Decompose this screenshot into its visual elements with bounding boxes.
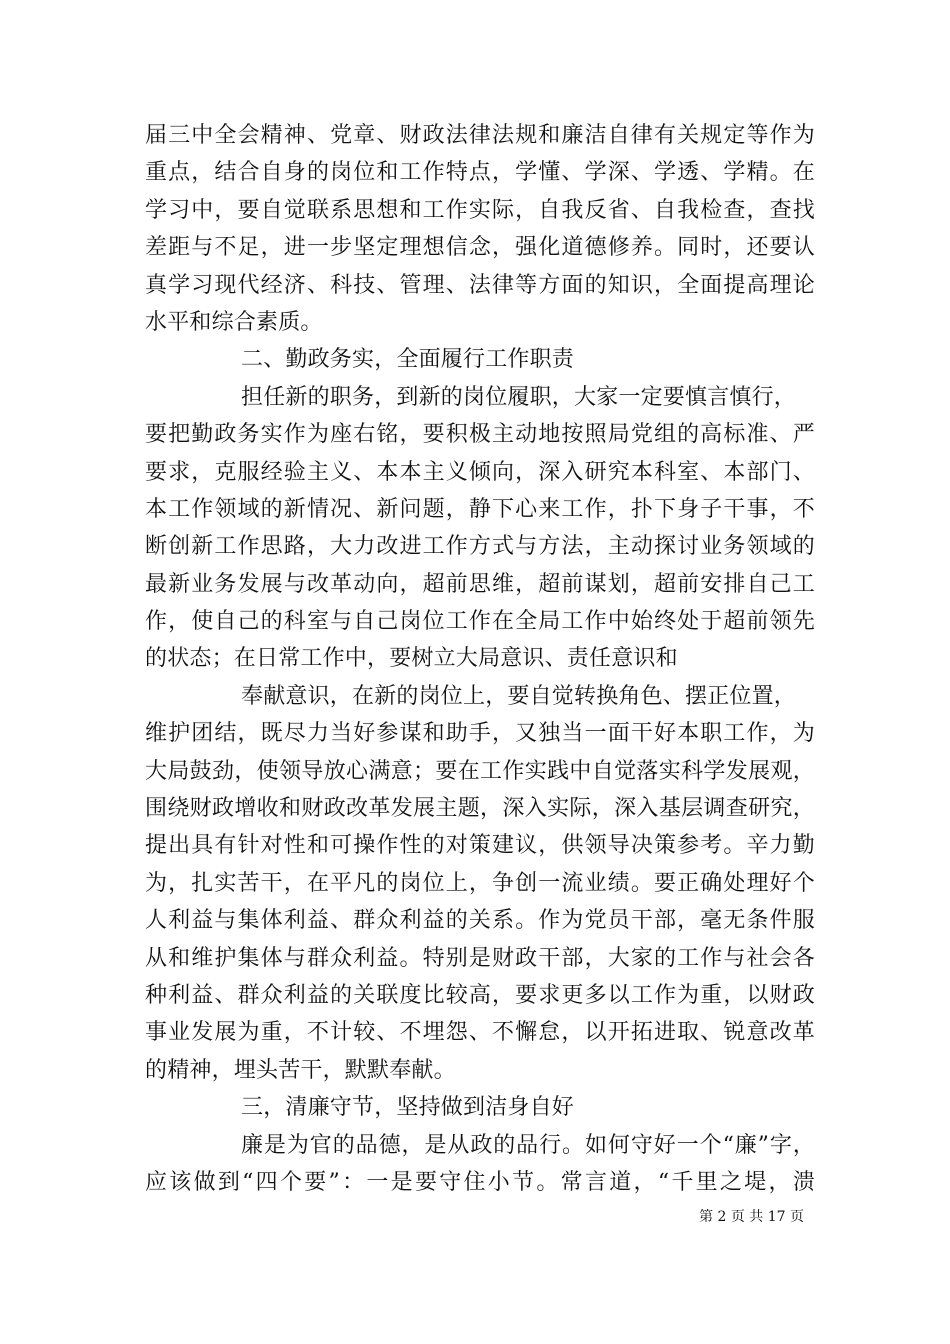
- text-line: 人利益与集体利益、群众利益的关系。作为党员干部，毫无条件服: [145, 908, 815, 934]
- text-line: 本工作领域的新情况、新问题，静下心来工作，扑下身子干事，不: [145, 496, 815, 522]
- text-line: 届三中全会精神、党章、财政法律法规和廉洁自律有关规定等作为: [145, 123, 815, 148]
- text-line: 要求，克服经验主义、本本主义倾向，深入研究本科室、本部门、: [145, 459, 815, 485]
- text-line: 作，使自己的科室与自己岗位工作在全局工作中始终处于超前领先: [145, 609, 815, 635]
- paragraph-first-line: 廉是为官的品德，是从政的品行。如何守好一个“廉”字，: [241, 1132, 815, 1158]
- page-number-footer: 第 2 页 共 17 页: [699, 1209, 804, 1225]
- text-line: 真学习现代经济、科技、管理、法律等方面的知识，全面提高理论: [145, 272, 815, 298]
- text-line: 为，扎实苦干，在平凡的岗位上，争创一流业绩。要正确处理好个: [145, 870, 815, 896]
- text-line: 最新业务发展与改革动向，超前思维，超前谋划，超前安排自己工: [145, 571, 815, 597]
- text-line: 围绕财政增收和财政改革发展主题，深入实际，深入基层调查研究，: [145, 796, 815, 822]
- text-line: 差距与不足，进一步坚定理想信念，强化道德修养。同时，还要认: [145, 235, 815, 261]
- text-line: 断创新工作思路，大力改进工作方式与方法，主动探讨业务领域的: [145, 534, 815, 560]
- section-heading-3: 三，清廉守节，坚持做到洁身自好: [241, 1095, 575, 1121]
- text-line: 的状态；在日常工作中，要树立大局意识、责任意识和: [145, 646, 678, 672]
- text-line: 种利益、群众利益的关联度比较高，要求更多以工作为重，以财政: [145, 982, 815, 1008]
- paragraph-first-line: 担任新的职务，到新的岗位履职，大家一定要慎言慎行，: [241, 384, 797, 410]
- section-heading-2: 二、勤政务实，全面履行工作职责: [241, 347, 575, 373]
- text-line: 水平和综合素质。: [145, 309, 323, 335]
- text-line: 大局鼓劲，使领导放心满意；要在工作实践中自觉落实科学发展观，: [145, 758, 815, 784]
- text-line: 从和维护集体与群众利益。特别是财政干部，大家的工作与社会各: [145, 945, 815, 971]
- text-line: 应该做到“四个要”：一是要守住小节。常言道，“千里之堤，溃: [145, 1169, 815, 1195]
- text-line: 维护团结，既尽力当好参谋和助手，又独当一面干好本职工作，为: [145, 721, 815, 747]
- text-line: 要把勤政务实作为座右铭，要积极主动地按照局党组的高标准、严: [145, 422, 815, 448]
- text-line: 重点，结合自身的岗位和工作特点，学懂、学深、学透、学精。在: [145, 160, 815, 186]
- text-line: 学习中，要自觉联系思想和工作实际，自我反省、自我检查，查找: [145, 197, 815, 223]
- text-line: 事业发展为重，不计较、不埋怨、不懈怠，以开拓进取、锐意改革: [145, 1020, 815, 1046]
- document-body: [145, 117, 815, 1201]
- paragraph-first-line: 奉献意识，在新的岗位上，要自觉转换角色、摆正位置，: [241, 683, 797, 709]
- text-line: 提出具有针对性和可操作性的对策建议，供领导决策参考。辛力勤: [145, 833, 815, 859]
- text-line: 的精神，埋头苦干，默默奉献。: [145, 1057, 456, 1083]
